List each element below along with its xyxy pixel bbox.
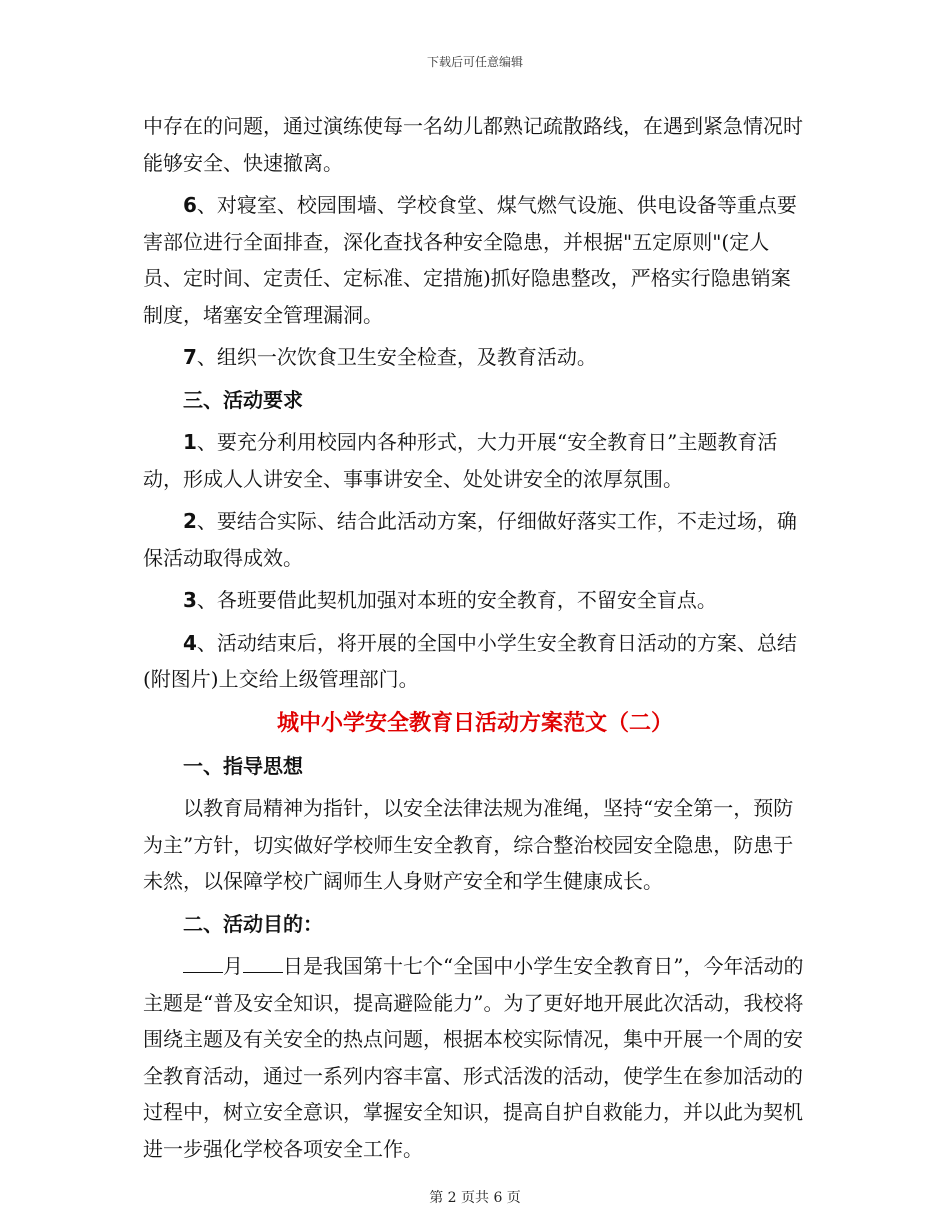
item-text: 、各班要借此契机加强对本班的安全教育，不留安全盲点。 xyxy=(196,588,717,612)
section-heading-purpose: 二、活动目的： xyxy=(183,911,323,936)
document-title: 城中小学安全教育日活动方案范文（二） xyxy=(276,709,673,736)
item-text: 、要结合实际、结合此活动方案，仔细做好落实工作，不走过场，确保活动取得成效。 xyxy=(143,509,797,570)
item-number: 7 xyxy=(183,345,197,369)
month-label: 月 xyxy=(223,954,243,978)
item-text: 、对寝室、校园围墙、学校食堂、煤气燃气设施、供电设备等重点要害部位进行全面排查，深化查找各种安全隐患，并根据"五定原则"(定人员、定时间、定责任、定标准、定措施)抓好隐患整改，严格实行隐患销案制度，堵塞安全管理漏洞。 xyxy=(143,193,797,327)
purpose-body: 日是我国第十七个“全国中小学生安全教育日”，今年活动的主题是“普及安全知识，提高避险能力”。为了更好地开展此次活动，我校将围绕主题及有关安全的热点问题，根据本校实际情况，集中开展一个周的安全教育活动，通过一系列内容丰富、形式活泼的活动，使学生在参加活动的过程中，树立安全意识，掌握安全知识，提高自护自救能力，并以此为契机进一步强化学校各项安全工作。 xyxy=(143,954,804,1161)
guiding-ideology-text: 以教育局精神为指针，以安全法律法规为准绳，坚持“安全第一，预防为主”方针，切实做好学校师生安全教育，综合整治校园安全隐患，防患于未然，以保障学校广阔师生人身财产安全和学生健康成长。 xyxy=(143,796,794,893)
item-text: 、活动结束后，将开展的全国中小学生安全教育日活动的方案、总结(附图片)上交给上级管理部门。 xyxy=(143,630,797,691)
item-number: 6 xyxy=(183,193,197,217)
section-heading-requirements: 三、活动要求 xyxy=(183,387,303,412)
item-text: 、要充分利用校园内各种形式，大力开展“安全教育日”主题教育活动，形成人人讲安全、事事讲安全、处处讲安全的浓厚氛围。 xyxy=(143,430,778,491)
purpose-text xyxy=(143,948,807,1167)
page-footer: 第 2 页共 6 页 xyxy=(429,1190,521,1206)
item-number: 3 xyxy=(183,588,197,612)
blank-field xyxy=(243,954,283,973)
requirement-item-3 xyxy=(143,582,807,619)
section-heading-guiding-ideology: 一、指导思想 xyxy=(183,753,303,778)
paragraph-continuation: 中存在的问题，通过演练使每一名幼儿都熟记疏散路线，在遇到紧急情况时能够安全、快速撤离。 xyxy=(143,114,803,175)
requirement-item-2 xyxy=(143,503,807,576)
list-item-6 xyxy=(143,187,807,333)
item-number: 2 xyxy=(183,509,197,533)
list-item-7 xyxy=(143,339,807,376)
item-text: 、组织一次饮食卫生安全检查，及教育活动。 xyxy=(196,345,597,369)
item-number: 4 xyxy=(183,630,197,655)
document-body xyxy=(143,108,807,1167)
blank-field xyxy=(183,954,223,973)
requirement-item-1 xyxy=(143,424,807,497)
item-number: 1 xyxy=(183,430,197,454)
requirement-item-4 xyxy=(143,625,807,698)
page-header: 下载后可任意编辑 xyxy=(426,55,523,69)
